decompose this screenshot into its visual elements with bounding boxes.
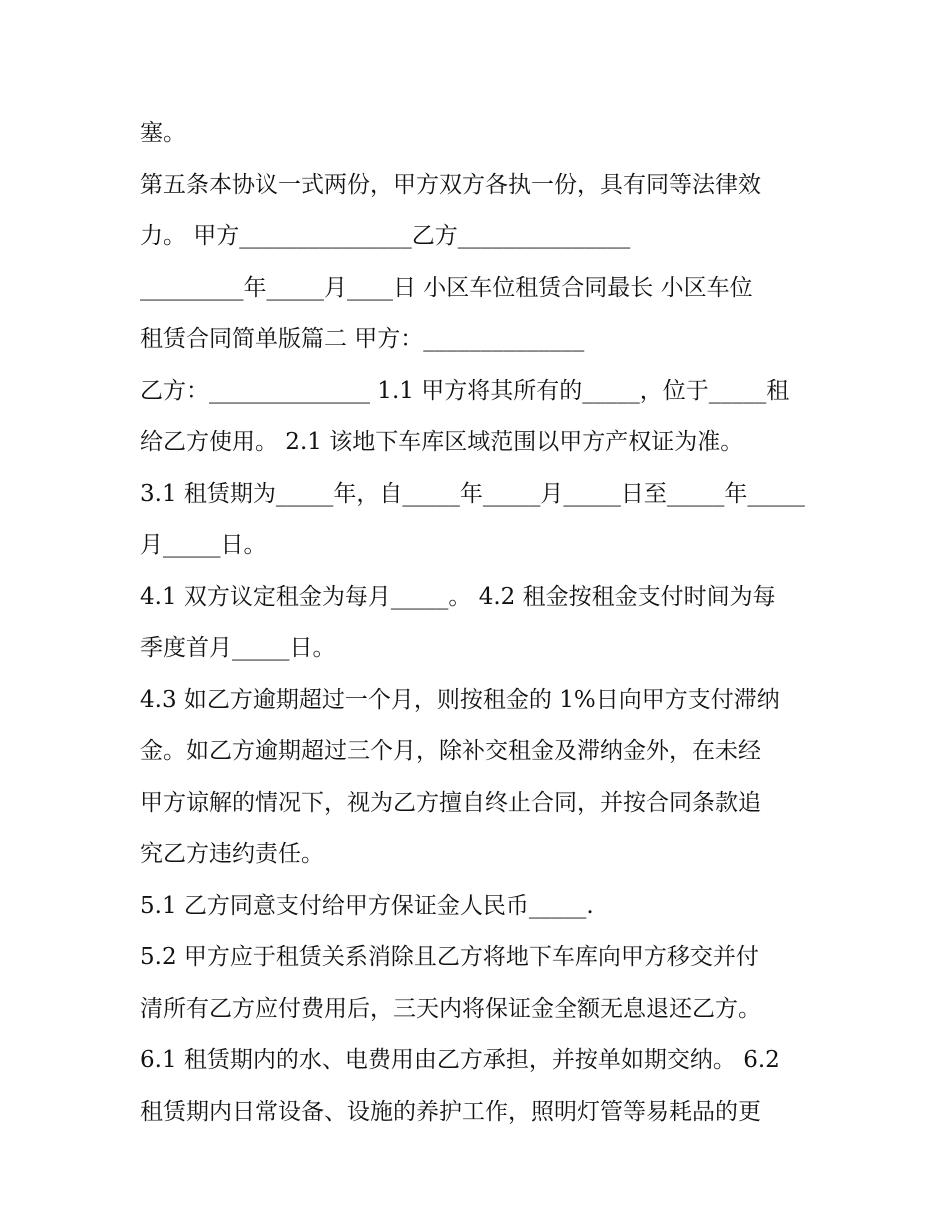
text-line: 6.1 租赁期内的水、电费用由乙方承担，并按单如期交纳。 6.2 — [140, 1047, 780, 1073]
text-line: 第五条本协议一式两份，甲方双方各执一份，具有同等法律效 — [140, 171, 761, 198]
text-line: 租赁合同简单版篇二 甲方：______________ — [140, 326, 585, 352]
text-line: 清所有乙方应付费用后，三天内将保证金全额无息退还乙方。 — [140, 995, 761, 1022]
text-line: 4.1 双方议定租金为每月_____。 4.2 租金按租金支付时间为每 — [140, 583, 776, 610]
text-line: 塞。 — [140, 120, 186, 146]
text-line: 5.1 乙方同意支付给甲方保证金人民币_____. — [140, 892, 594, 919]
text-line: 月_____日。 — [140, 532, 267, 558]
text-line: 金。如乙方逾期超过三个月，除补交租金及滞纳金外，在未经 — [140, 738, 761, 764]
text-line: 力。 甲方_______________乙方_______________ — [140, 223, 631, 249]
document-body — [140, 108, 820, 1138]
text-line: 季度首月_____日。 — [140, 635, 336, 661]
text-line: 究乙方违约责任。 — [140, 841, 324, 867]
text-line: 4.3 如乙方逾期超过一个月，则按租金的 1%日向甲方支付滞纳 — [140, 686, 780, 713]
text-line: 5.2 甲方应于租赁关系消除且乙方将地下车库向甲方移交并付 — [140, 944, 759, 970]
text-line: 3.1 租赁期为_____年，自_____年_____月_____日至_____年_____ — [140, 480, 805, 507]
text-line: 租赁期内日常设备、设施的养护工作，照明灯管等易耗品的更 — [140, 1098, 761, 1125]
text-line: _________年_____月____日 小区车位租赁合同最长 小区车位 — [140, 274, 753, 301]
text-line: 给乙方使用。 2.1 该地下车库区域范围以甲方产权证为准。 — [140, 429, 744, 455]
text-line: 甲方谅解的情况下，视为乙方擅自终止合同，并按合同条款追 — [140, 789, 761, 816]
text-line: 乙方：______________ 1.1 甲方将其所有的_____，位于_____租 — [140, 377, 790, 404]
